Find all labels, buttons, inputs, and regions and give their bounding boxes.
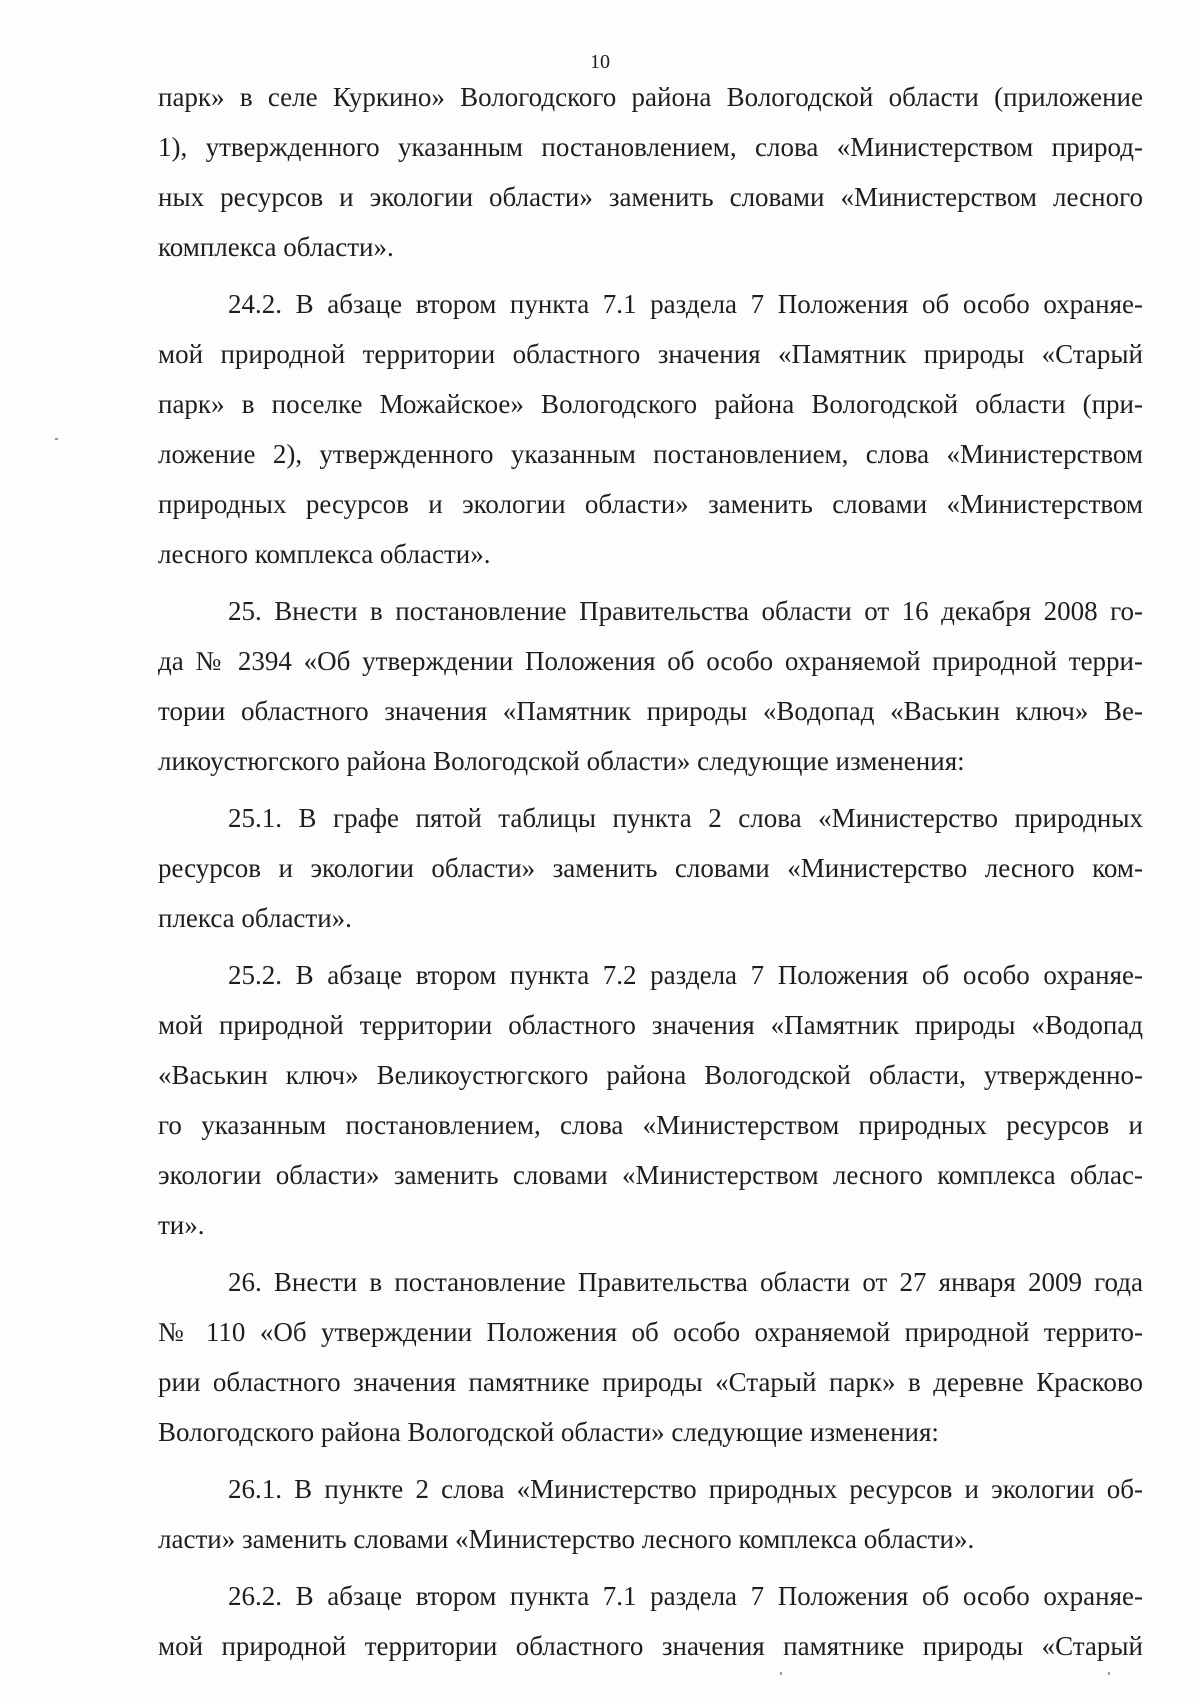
paragraph-line: рии областного значения памятнике природы «Старый парк» в деревне Красково [158, 1367, 1143, 1397]
paragraph-line: Вологодского района Вологодской области» следующие изменения: [158, 1417, 939, 1447]
paragraph-gap [158, 272, 1143, 279]
paragraph-line: «Васькин ключ» Великоустюгского района Вологодской области, утвержденно- [158, 1060, 1143, 1090]
paragraph-line: мой природной территории областного значения «Памятник природы «Водопад [158, 1010, 1143, 1040]
paragraph-line: плекса области». [158, 903, 352, 933]
paragraph-gap [158, 1564, 1143, 1571]
paragraph [158, 1257, 1143, 1457]
paragraph-line: ласти» заменить словами «Министерство лесного комплекса области». [158, 1524, 975, 1554]
paragraph-gap [158, 1457, 1143, 1464]
paragraph-line: да № 2394 «Об утверждении Положения об особо охраняемой природной терри- [158, 646, 1143, 676]
paragraph-line: парк» в поселке Можайское» Вологодского района Вологодской области (при- [158, 389, 1143, 419]
paragraph-line: 25. Внести в постановление Правительства области от 16 декабря 2008 го- [228, 596, 1143, 626]
paragraph-line: ликоустюгского района Вологодской области» следующие изменения: [158, 746, 965, 776]
paragraph-line: ных ресурсов и экологии области» заменить словами «Министерством лесного [158, 182, 1143, 212]
paragraph-gap [158, 1250, 1143, 1257]
paragraph-line: экологии области» заменить словами «Министерством лесного комплекса облас- [158, 1160, 1143, 1190]
paragraph-line: 26.2. В абзаце втором пункта 7.1 раздела 7 Положения об особо охраняе- [228, 1581, 1143, 1611]
paragraph-line: природных ресурсов и экологии области» заменить словами «Министерством [158, 489, 1143, 519]
page-number: 10 [590, 51, 610, 73]
paragraph-line: мой природной территории областного значения памятнике природы «Старый [158, 1631, 1143, 1661]
paragraph [158, 279, 1143, 579]
paragraph-line: ложение 2), утвержденного указанным постановлением, слова «Министерством [158, 439, 1143, 469]
paragraph-line: мой природной территории областного значения «Памятник природы «Старый [158, 339, 1143, 369]
paragraph [158, 1571, 1143, 1671]
paragraph [158, 950, 1143, 1250]
paragraph-gap [158, 579, 1143, 586]
paragraph-line: ресурсов и экологии области» заменить словами «Министерство лесного ком- [158, 853, 1143, 883]
scan-speck [780, 1672, 782, 1675]
paragraph-gap [158, 786, 1143, 793]
paragraph-line: № 110 «Об утверждении Положения об особо охраняемой природной террито- [158, 1317, 1143, 1347]
paragraph [158, 1464, 1143, 1564]
paragraph-line: 25.1. В графе пятой таблицы пункта 2 слова «Министерство природных [228, 803, 1143, 833]
paragraph-line: го указанным постановлением, слова «Министерством природных ресурсов и [158, 1110, 1143, 1140]
paragraph-line: парк» в селе Куркино» Вологодского района Вологодской области (приложение [158, 82, 1143, 112]
paragraph-gap [158, 943, 1143, 950]
paragraph [158, 793, 1143, 943]
paragraph [158, 72, 1143, 272]
document-body [158, 72, 1143, 1671]
paragraph-line: ти». [158, 1210, 205, 1240]
paragraph-line: 1), утвержденного указанным постановлением, слова «Министерством природ- [158, 132, 1143, 162]
paragraph-line: тории областного значения «Памятник природы «Водопад «Васькин ключ» Ве- [158, 696, 1143, 726]
scan-speck [55, 438, 58, 440]
paragraph-line: 25.2. В абзаце втором пункта 7.2 раздела 7 Положения об особо охраняе- [228, 960, 1143, 990]
paragraph-line: 26.1. В пункте 2 слова «Министерство природных ресурсов и экологии об- [228, 1474, 1143, 1504]
paragraph-line: 26. Внести в постановление Правительства области от 27 января 2009 года [228, 1267, 1143, 1297]
scan-speck [1108, 1672, 1110, 1675]
paragraph [158, 586, 1143, 786]
paragraph-line: комплекса области». [158, 232, 394, 262]
paragraph-line: 24.2. В абзаце втором пункта 7.1 раздела 7 Положения об особо охраняе- [228, 289, 1143, 319]
paragraph-line: лесного комплекса области». [158, 539, 491, 569]
